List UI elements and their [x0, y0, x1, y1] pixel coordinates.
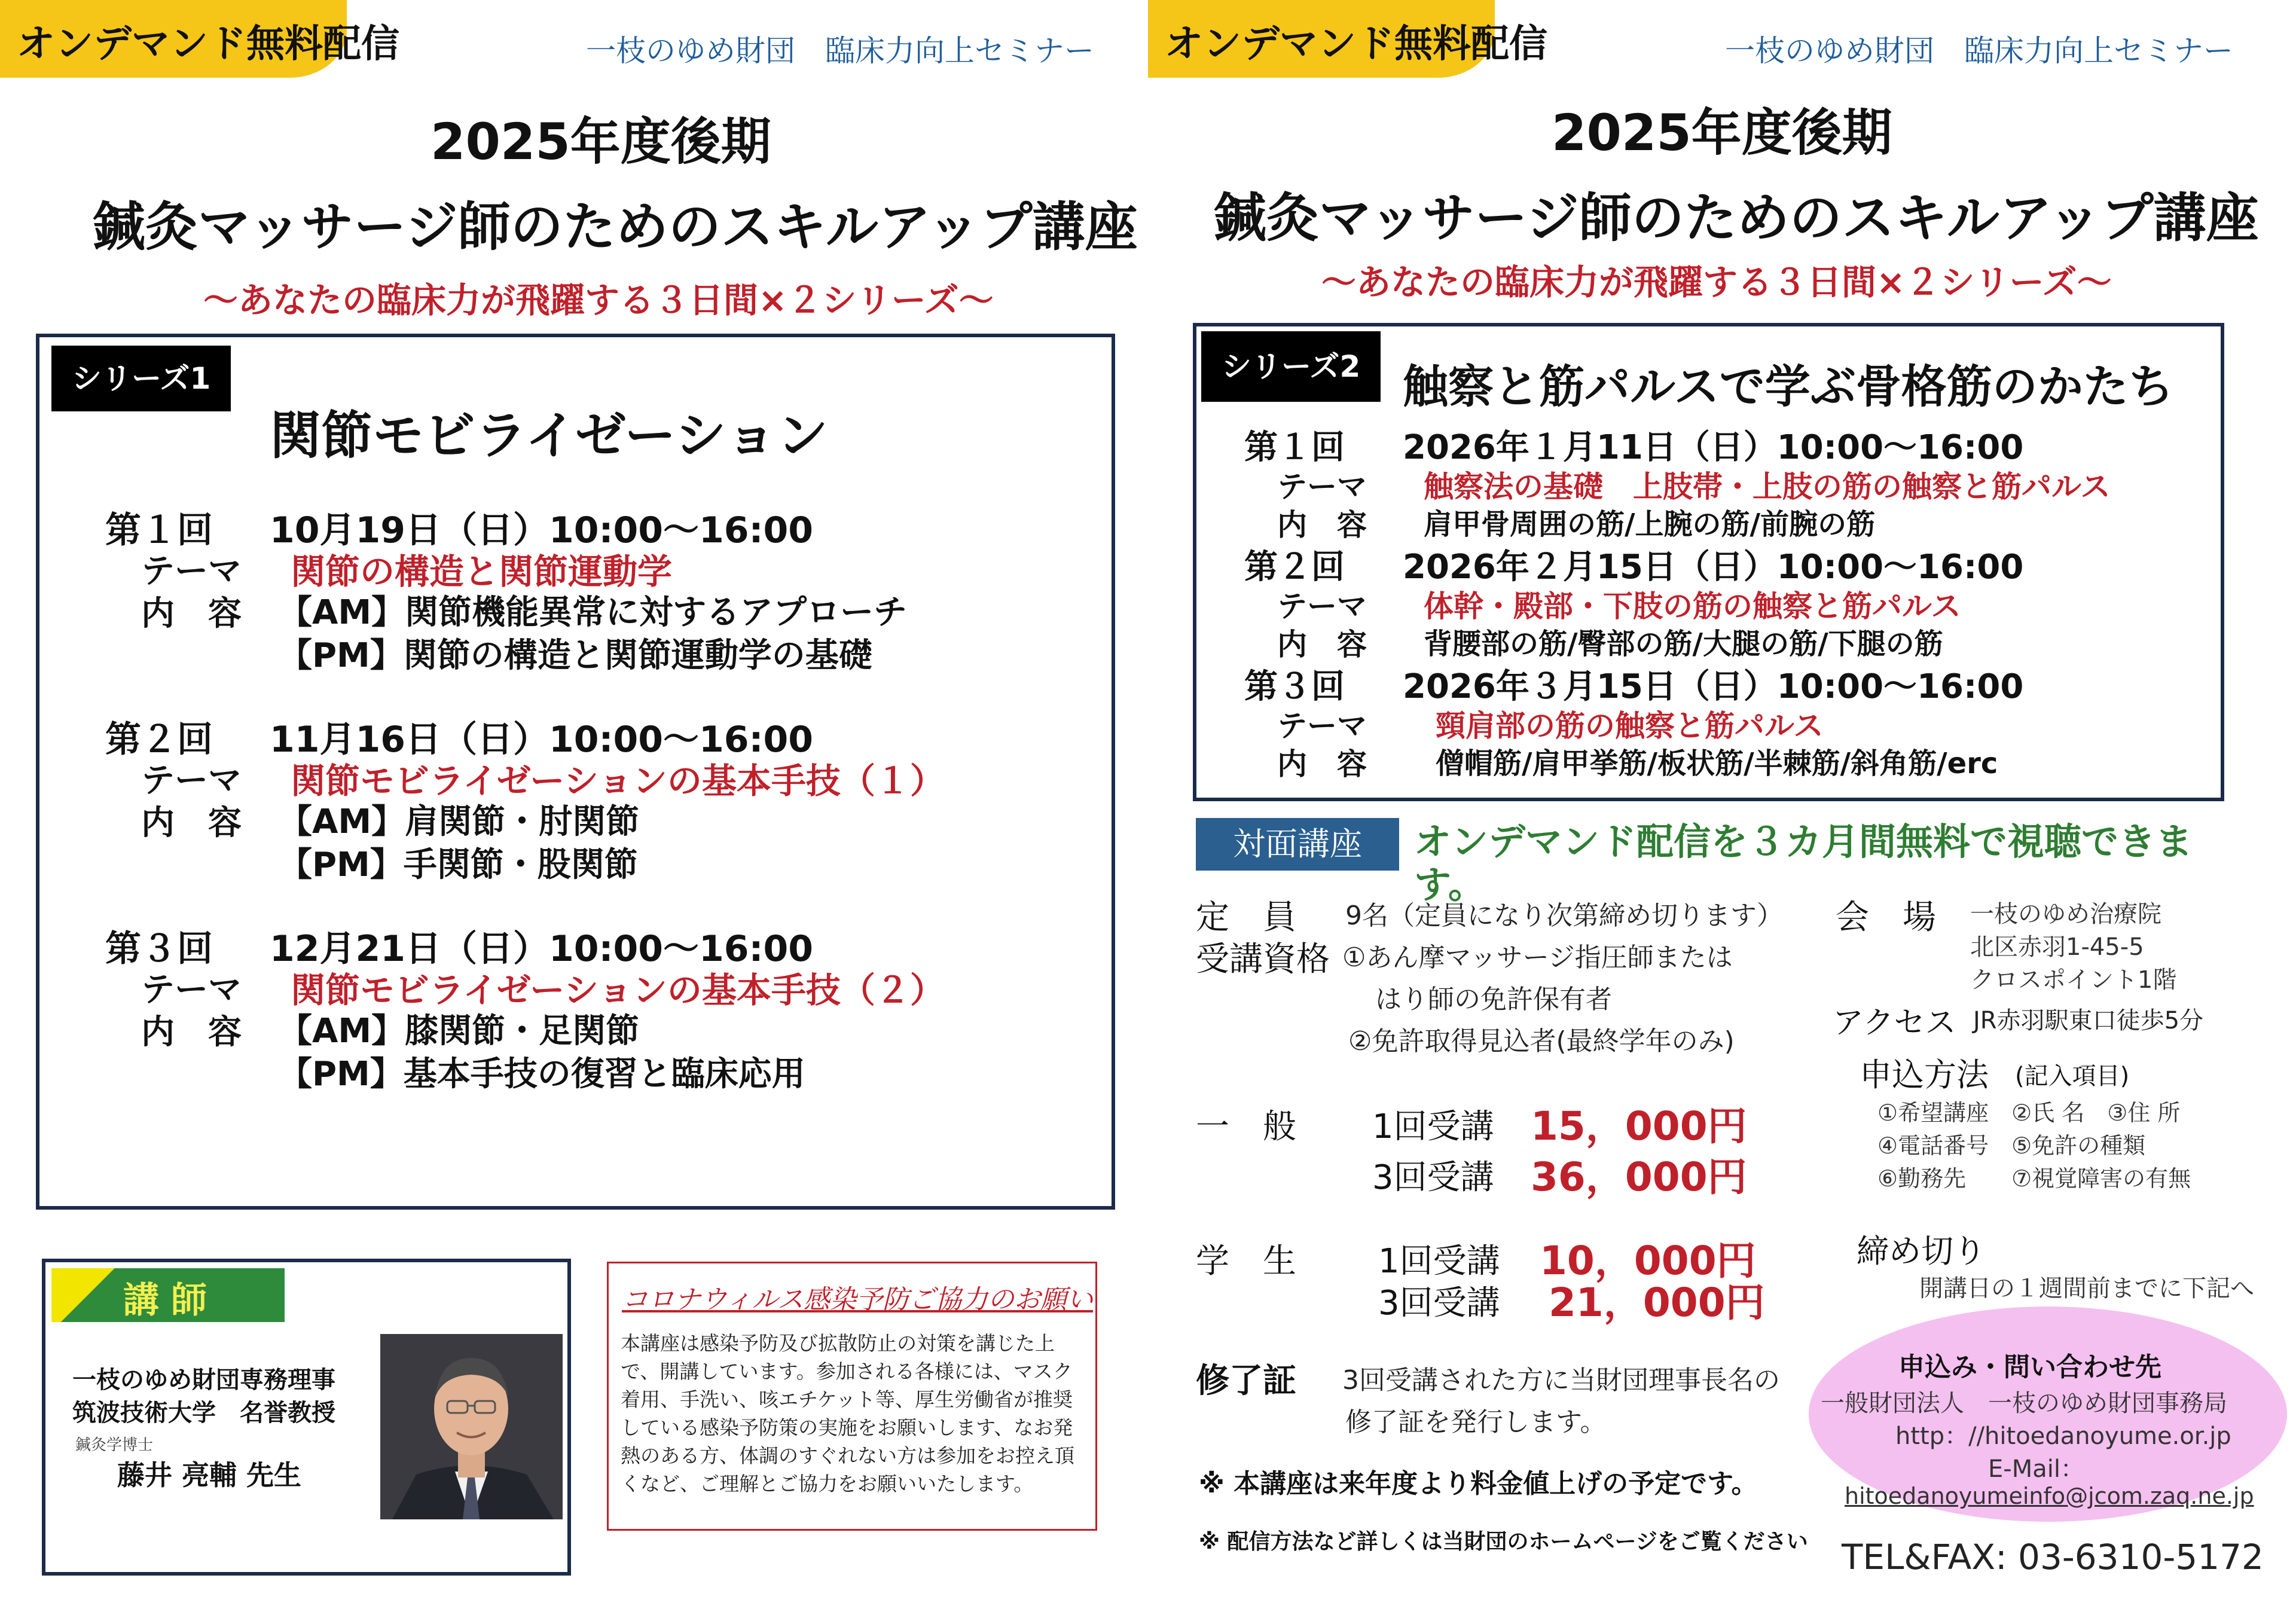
- certificate-text-2: 修了証を発行します。: [1345, 1407, 1607, 1437]
- student-three-price: 21，000円: [1549, 1280, 1765, 1326]
- contact-tel-fax: TEL&FAX: 03-6310-5172: [1842, 1537, 2264, 1577]
- homepage-note: ※ 配信方法など詳しくは当財団のホームページをご覧ください: [1199, 1530, 1808, 1554]
- venue-label: 会 場: [1836, 898, 1936, 937]
- in-person-badge: 対面講座: [1196, 818, 1399, 871]
- qualification-label: 受講資格: [1196, 940, 1330, 979]
- contact-email-label: E-Mail：: [1988, 1455, 2084, 1483]
- course-title: 鍼灸マッサージ師のためのスキルアップ講座: [93, 196, 1138, 258]
- session-content-am: 【AM】肩関節・肘関節: [279, 802, 640, 841]
- session-theme: 触察法の基礎 上肢帯・上肢の筋の触察と筋パルス: [1424, 469, 2111, 504]
- apply-items-3: ⑥勤務先 ⑦視覚障害の有無: [1877, 1165, 2191, 1192]
- ondemand-ribbon-text: オンデマンド無料配信: [17, 22, 399, 66]
- apply-method-subtitle: (記入項目): [2015, 1063, 2130, 1090]
- deadline-title: 締め切り: [1857, 1232, 1986, 1270]
- session-number: 第１回: [105, 509, 213, 551]
- content-label: 内 容: [141, 594, 242, 633]
- session-number: 第３回: [1244, 667, 1345, 706]
- student-once-label: 1回受講: [1378, 1242, 1500, 1281]
- session-date: 2026年３月15日（日）10:00～16:00: [1403, 667, 2024, 706]
- covid-notice-title: コロナウィルス感染予防ご協力のお願い: [622, 1284, 1094, 1315]
- general-three-label: 3回受講: [1372, 1158, 1494, 1197]
- theme-label: テーマ: [141, 761, 242, 800]
- session-theme: 関節モビライゼーションの基本手技（２）: [291, 970, 945, 1011]
- session-theme: 関節の構造と関節運動学: [291, 551, 673, 592]
- session-content: 僧帽筋/肩甲挙筋/板状筋/半棘筋/斜角筋/erc: [1436, 747, 1998, 780]
- session-theme: 頸肩部の筋の触察と筋パルス: [1436, 709, 1824, 743]
- capacity-label: 定 員: [1196, 898, 1296, 937]
- organization-line: 一枝のゆめ財団 臨床力向上セミナー: [586, 33, 1094, 68]
- ondemand-note: オンデマンド配信を３カ月間無料で視聴できます。: [1414, 820, 2193, 906]
- general-once-price: 15，000円: [1531, 1103, 1747, 1149]
- session-content-pm: 【PM】関節の構造と関節運動学の基礎: [279, 636, 872, 675]
- access-label: アクセス: [1833, 1005, 1956, 1041]
- session-number: 第２回: [105, 719, 213, 761]
- student-price-label: 学 生: [1196, 1242, 1296, 1281]
- contact-title: 申込み・問い合わせ先: [1898, 1352, 2161, 1382]
- session-date: 12月21日（日）10:00～16:00: [270, 928, 813, 970]
- contact-organization: 一般財団法人 一枝のゆめ財団事務局: [1821, 1390, 2227, 1417]
- lecturer-degree: 鍼灸学博士: [75, 1436, 154, 1454]
- apply-items-2: ④電話番号 ⑤免許の種類: [1877, 1132, 2146, 1159]
- series-2-name: 触察と筋パルスで学ぶ骨格筋のかたち: [1403, 360, 2174, 413]
- session-number: 第１回: [1244, 428, 1345, 467]
- fiscal-year-title: 2025年度後期: [1552, 103, 1892, 162]
- session-theme: 関節モビライゼーションの基本手技（１）: [291, 761, 945, 801]
- session-date: 2026年２月15日（日）10:00～16:00: [1403, 548, 2024, 587]
- session-content-am: 【AM】膝関節・足関節: [279, 1012, 640, 1051]
- course-subtitle: ～あなたの臨床力が飛躍する３日間×２シリーズ～: [1321, 262, 2112, 303]
- student-three-label: 3回受講: [1378, 1284, 1500, 1323]
- student-once-price: 10，000円: [1540, 1238, 1756, 1284]
- series-1-box: [36, 334, 1115, 1210]
- session-content: 肩甲骨周囲の筋/上腕の筋/前腕の筋: [1424, 508, 1876, 541]
- lecturer-tag-text: 講師: [123, 1280, 219, 1321]
- general-price-label: 一 般: [1196, 1107, 1296, 1146]
- ondemand-ribbon-text: オンデマンド無料配信: [1165, 22, 1547, 66]
- session-content: 背腰部の筋/臀部の筋/大腿の筋/下腿の筋: [1424, 627, 1943, 661]
- venue-line-3: クロスポイント1階: [1970, 966, 2177, 994]
- certificate-text-1: 3回受講された方に当財団理事長名の: [1342, 1365, 1780, 1396]
- price-increase-note: ※ 本講座は来年度より料金値上げの予定です。: [1199, 1469, 1758, 1499]
- venue-line-2: 北区赤羽1-45-5: [1970, 933, 2144, 961]
- apply-method-title: 申込方法: [1860, 1056, 1989, 1094]
- capacity-value: 9名（定員になり次第締め切ります）: [1345, 900, 1783, 931]
- course-subtitle: ～あなたの臨床力が飛躍する３日間×２シリーズ～: [203, 280, 994, 320]
- lecturer-tag: [51, 1268, 285, 1322]
- series-1-name: 関節モビライゼーション: [270, 406, 828, 466]
- session-content-am: 【AM】関節機能異常に対するアプローチ: [279, 593, 908, 632]
- series-1-tag: シリーズ1: [51, 346, 231, 411]
- content-label: 内 容: [1277, 747, 1367, 782]
- covid-notice-box: [607, 1262, 1097, 1531]
- theme-label: テーマ: [1277, 469, 1367, 504]
- theme-label: テーマ: [1277, 709, 1367, 743]
- qualification-1: ①あん摩マッサージ指圧師または: [1342, 942, 1733, 973]
- course-title: 鍼灸マッサージ師のためのスキルアップ講座: [1214, 187, 2259, 249]
- session-number: 第２回: [1244, 548, 1345, 587]
- lecturer-photo: [380, 1334, 563, 1519]
- session-number: 第３回: [105, 928, 213, 970]
- apply-items-1: ①希望講座 ②氏 名 ③住 所: [1877, 1100, 2181, 1126]
- series-2-tag: シリーズ2: [1201, 331, 1381, 402]
- organization-line: 一枝のゆめ財団 臨床力向上セミナー: [1725, 33, 2233, 68]
- contact-email[interactable]: hitoedanoyumeinfo@jcom.zaq.ne.jp: [1845, 1483, 2254, 1509]
- contact-url[interactable]: http：//hitoedanoyume.or.jp: [1895, 1422, 2231, 1450]
- lecturer-affiliation: 筑波技術大学 名誉教授: [72, 1399, 335, 1427]
- session-content-pm: 【PM】基本手技の復習と臨床応用: [279, 1055, 805, 1094]
- session-date: 11月16日（日）10:00～16:00: [270, 719, 813, 761]
- general-three-price: 36，000円: [1531, 1154, 1747, 1200]
- theme-label: テーマ: [141, 552, 242, 591]
- certificate-label: 修了証: [1196, 1362, 1296, 1400]
- deadline-text: 開講日の１週間前までに下記へ: [1919, 1275, 2254, 1302]
- covid-notice-body: 本講座は感染予防及び拡散防止の対策を講じた上で、開講しています。参加される各様には、マスク着用、手洗い、咳エチケット等、厚生労働省が推奨している感染予防策の実施をお願いします、なお発熱のある方、体調のすぐれない方は参加をお控え頂くなど、ご理解とご協力をお願いいたします。: [621, 1332, 1074, 1495]
- theme-label: テーマ: [1277, 589, 1367, 624]
- lecturer-affiliation: 一枝のゆめ財団専務理事: [72, 1366, 335, 1394]
- general-once-label: 1回受講: [1372, 1107, 1494, 1146]
- session-date: 10月19日（日）10:00～16:00: [270, 509, 813, 551]
- fiscal-year-title: 2025年度後期: [430, 112, 771, 171]
- access-value: JR赤羽駅東口徒歩5分: [1973, 1007, 2204, 1034]
- venue-line-1: 一枝のゆめ治療院: [1970, 900, 2161, 928]
- content-label: 内 容: [1277, 627, 1367, 662]
- lecturer-name: 藤井 亮輔 先生: [117, 1459, 302, 1491]
- content-label: 内 容: [141, 1013, 242, 1052]
- content-label: 内 容: [1277, 508, 1367, 542]
- lecturer-box: [42, 1259, 571, 1576]
- series-2-box: [1193, 323, 2224, 801]
- session-date: 2026年１月11日（日）10:00～16:00: [1403, 428, 2024, 467]
- theme-label: テーマ: [141, 970, 242, 1009]
- qualification-3: ②免許取得見込者(最終学年のみ): [1348, 1026, 1735, 1057]
- session-theme: 体幹・殿部・下肢の筋の触察と筋パルス: [1424, 589, 1961, 624]
- session-content-pm: 【PM】手関節・股関節: [279, 845, 638, 884]
- qualification-2: はり師の免許保有者: [1375, 984, 1612, 1015]
- content-label: 内 容: [141, 804, 242, 842]
- flyer-series-2: [1148, 0, 2296, 1624]
